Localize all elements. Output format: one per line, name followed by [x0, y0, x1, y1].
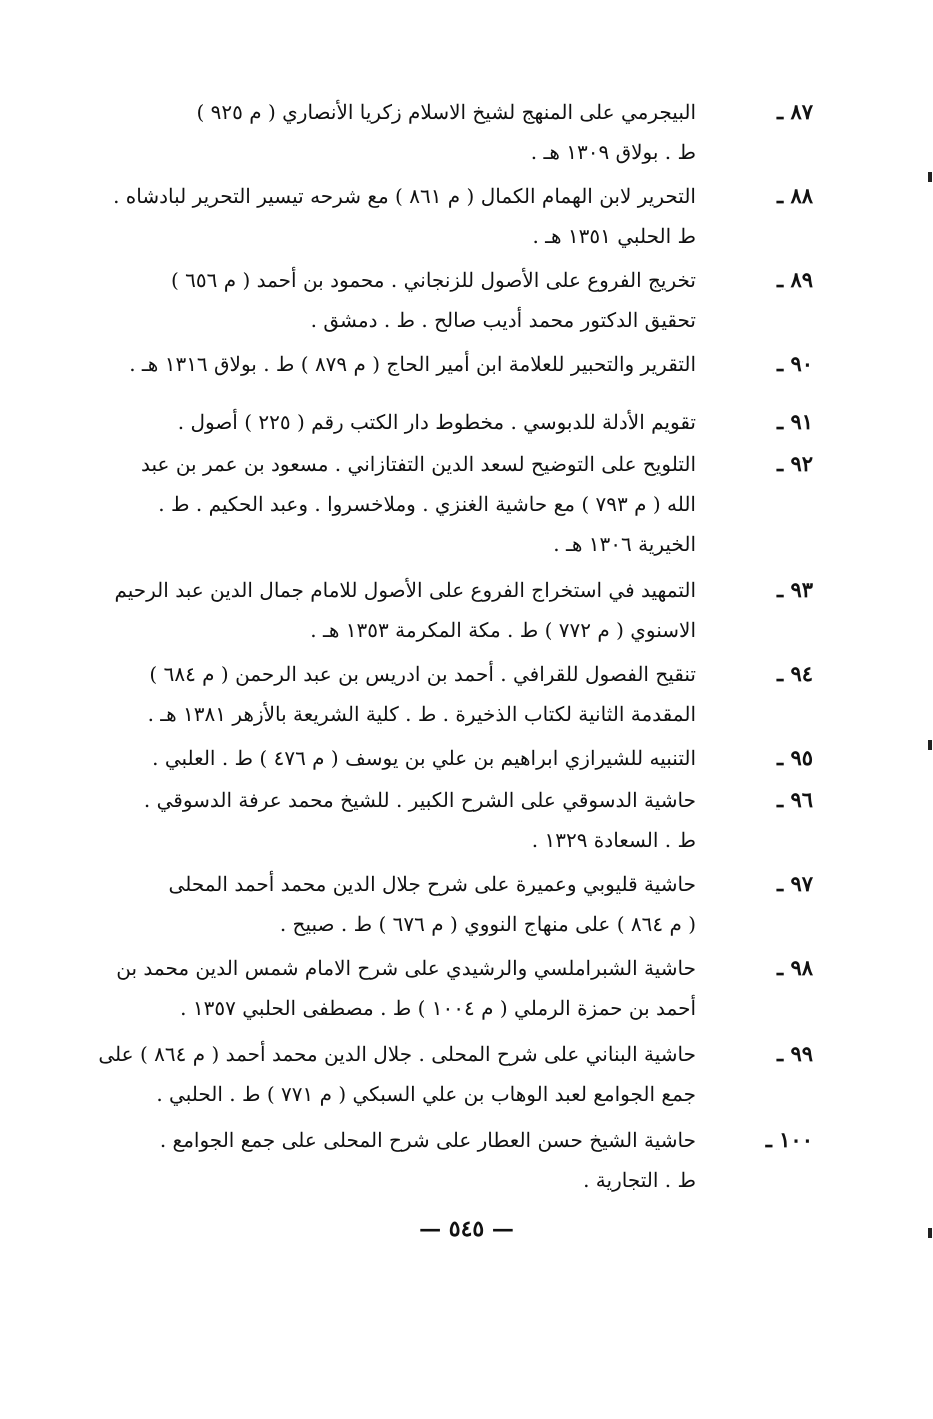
- entry-number: ١٠٠ ـ: [765, 1127, 813, 1152]
- entry-line: ط . السعادة ١٣٢٩ .: [531, 828, 696, 852]
- entry-number: ٩٨ ـ: [776, 955, 813, 980]
- entry-line: التحرير لابن الهمام الكمال ( م ٨٦١ ) مع شرحه تيسير التحرير لبادشاه .: [113, 184, 696, 208]
- entry-line: حاشية الدسوقي على الشرح الكبير . للشيخ محمد عرفة الدسوقي .: [143, 788, 696, 812]
- entry-line: البيجرمي على المنهج لشيخ الاسلام زكريا الأنصاري ( م ٩٢٥ ): [196, 100, 696, 124]
- scan-mark: [928, 1228, 932, 1238]
- entry-text: [112, 570, 696, 650]
- entry-line: أحمد بن حمزة الرملي ( م ١٠٠٤ ) ط . مصطفى الحلبي ١٣٥٧ .: [180, 996, 696, 1020]
- entry-text: [112, 780, 696, 860]
- entry-line: الاسنوي ( م ٧٧٢ ) ط . مكة المكرمة ١٣٥٣ هـ .: [310, 618, 696, 642]
- entry-number: ٩٢ ـ: [776, 451, 813, 476]
- entry-number: ٩٤ ـ: [776, 661, 813, 686]
- scan-mark: [928, 172, 932, 182]
- page-number: — ٥٤٥ —: [419, 1216, 514, 1242]
- entry-text: [112, 948, 696, 1028]
- entry-number: ٨٨ ـ: [776, 183, 813, 208]
- entry-number: ٩٦ ـ: [776, 787, 813, 812]
- entry-line: التلويح على التوضيح لسعد الدين التفتازاني . مسعود بن عمر بن عبد: [141, 452, 696, 476]
- entry-line: ط . بولاق ١٣٠٩ هـ .: [530, 140, 696, 164]
- entry-line: حاشية البناني على شرح المحلى . جلال الدين محمد أحمد ( م ٨٦٤ ) على: [98, 1042, 696, 1066]
- entry-line: ط . التجارية .: [583, 1168, 696, 1192]
- entry-number: ٩٩ ـ: [776, 1041, 813, 1066]
- entry-line: التمهيد في استخراج الفروع على الأصول للامام جمال الدين عبد الرحيم: [114, 578, 696, 602]
- entry-text: [112, 344, 696, 384]
- entry-number: ٩٧ ـ: [776, 871, 813, 896]
- entry-text: [112, 654, 696, 734]
- scan-mark: [928, 740, 932, 750]
- entry-text: [112, 402, 696, 442]
- entry-text: [112, 92, 696, 172]
- entry-line: تحقيق الدكتور محمد أديب صالح . ط . دمشق .: [310, 308, 696, 332]
- entry-line: تخريج الفروع على الأصول للزنجاني . محمود بن أحمد ( م ٦٥٦ ): [170, 268, 696, 292]
- entry-number: ٩٣ ـ: [776, 577, 813, 602]
- entry-line: التنبيه للشيرازي ابراهيم بن علي بن يوسف ( م ٤٧٦ ) ط . العلبي .: [152, 746, 696, 770]
- entry-number: ٩٥ ـ: [776, 745, 813, 770]
- entry-text: [112, 1120, 696, 1200]
- entry-number: ٩١ ـ: [776, 409, 813, 434]
- entry-line: تنقيح الفصول للقرافي . أحمد بن ادريس بن عبد الرحمن ( م ٦٨٤ ): [149, 662, 696, 686]
- entry-line: تقويم الأدلة للدبوسي . مخطوط دار الكتب رقم ( ٢٢٥ ) أصول .: [177, 410, 696, 434]
- entry-line: ط الحلبي ١٣٥١ هـ .: [532, 224, 696, 248]
- entry-line: حاشية الشبراملسي والرشيدي على شرح الامام شمس الدين محمد بن: [116, 956, 696, 980]
- entry-line: حاشية الشيخ حسن العطار على شرح المحلى على جمع الجوامع .: [159, 1128, 696, 1152]
- entry-line: المقدمة الثانية لكتاب الذخيرة . ط . كلية الشريعة بالأزهر ١٣٨١ هـ .: [147, 702, 696, 726]
- entry-line: جمع الجوامع لعبد الوهاب بن علي السبكي ( م ٧٧١ ) ط . الحلبي .: [156, 1082, 696, 1106]
- entry-line: التقرير والتحبير للعلامة ابن أمير الحاج ( م ٨٧٩ ) ط . بولاق ١٣١٦ هـ .: [129, 352, 696, 376]
- entry-text: [112, 864, 696, 944]
- entry-line: ( م ٨٦٤ ) على منهاج النووي ( م ٦٧٦ ) ط . صبيح .: [279, 912, 696, 936]
- entry-line: حاشية قليوبي وعميرة على شرح جلال الدين محمد أحمد المحلى: [168, 872, 696, 896]
- entry-line: الخيرية ١٣٠٦ هـ .: [553, 532, 696, 556]
- entry-number: ٨٧ ـ: [776, 99, 813, 124]
- entry-number: ٩٠ ـ: [776, 351, 813, 376]
- entry-text: [112, 444, 696, 564]
- entry-text: [112, 176, 696, 256]
- entry-text: [112, 260, 696, 340]
- entry-text: [98, 1034, 696, 1114]
- entry-text: [112, 738, 696, 778]
- entry-line: الله ( م ٧٩٣ ) مع حاشية الغنزي . وملاخسروا . وعبد الحكيم . ط .: [158, 492, 696, 516]
- entry-number: ٨٩ ـ: [776, 267, 813, 292]
